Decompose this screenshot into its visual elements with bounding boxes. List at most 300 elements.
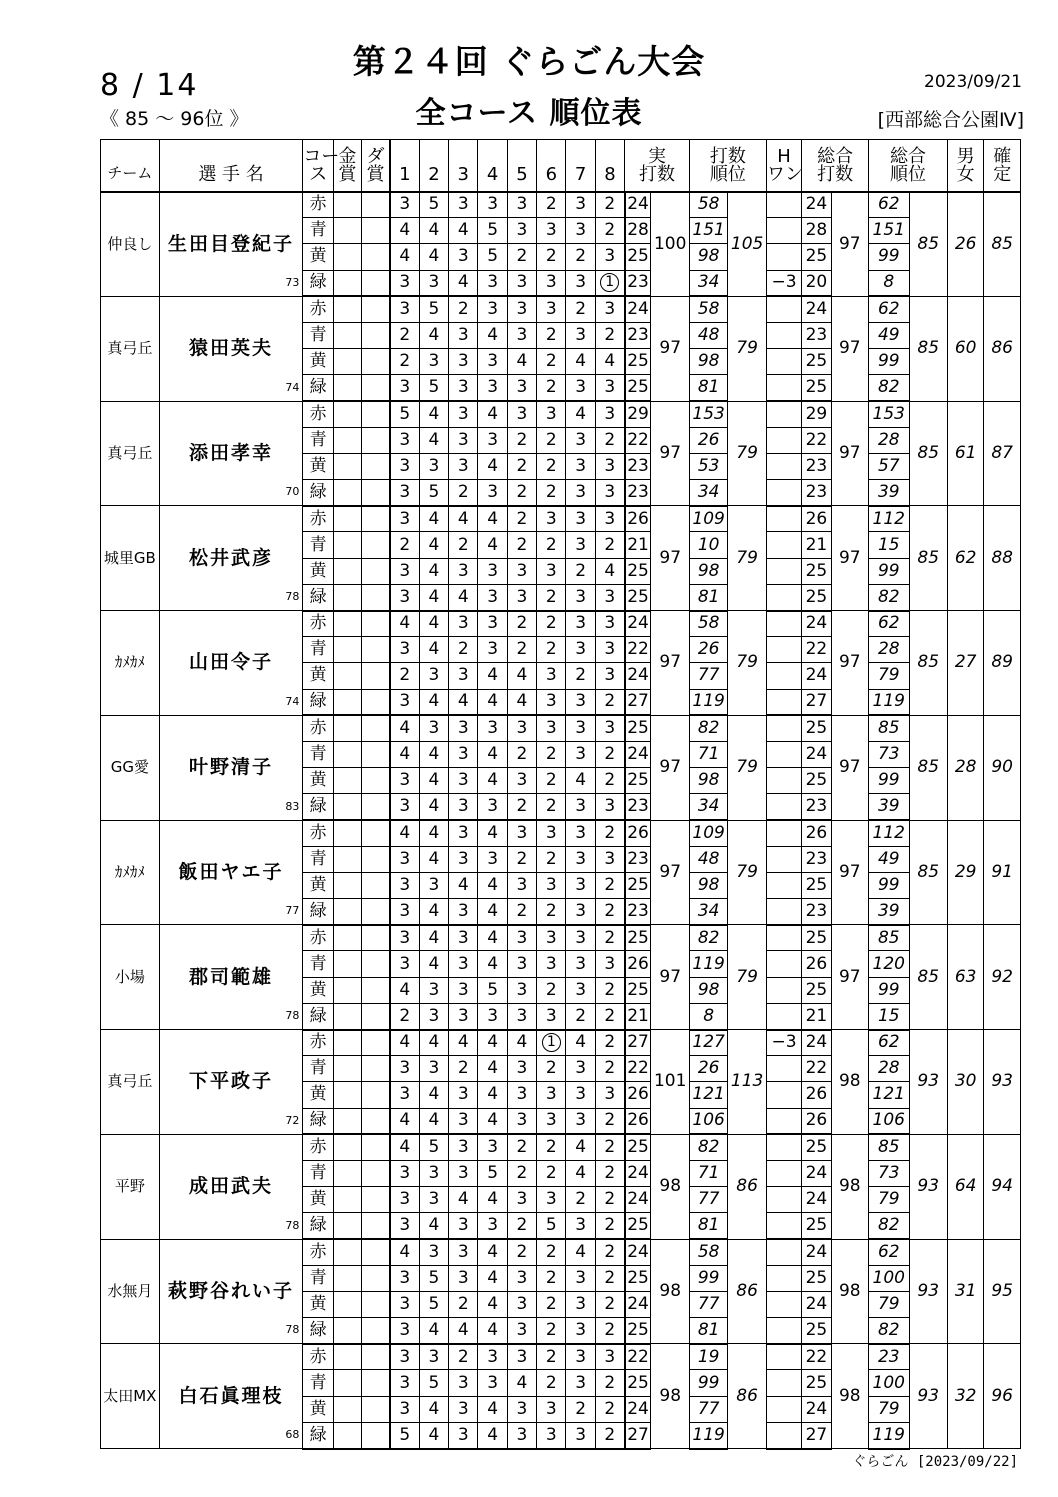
course-cell: 黄 [303,453,333,479]
hole-score [537,1030,566,1056]
hole-score [566,1082,595,1108]
hole-score [537,558,566,584]
da-cell [362,611,390,637]
hole-score [478,192,507,218]
da-cell [362,951,390,977]
player-name-text: 添田孝幸 [189,441,274,464]
hole-score-value: 2 [575,665,587,686]
hole-score-value: 2 [545,744,557,765]
hole-score [478,872,507,898]
hole-score [507,1082,536,1108]
hole-score [566,322,595,348]
hole-score [419,244,448,270]
hole-score-value: 4 [487,455,499,476]
actual-strokes: 97 [651,820,689,925]
hole-score-value: 3 [399,848,411,869]
hole-score-value: 3 [545,1110,557,1131]
hole-in-one-adjust [766,1187,801,1213]
hole-score [449,977,478,1003]
course-sum: 26 [625,1082,651,1108]
course-total-rank: 119 [869,1422,909,1448]
hole-score [449,401,478,427]
hole-in-one-adjust [766,846,801,872]
course-total: 24 [802,192,831,218]
hole-score-value: 2 [516,1137,528,1158]
hole-score [390,1160,419,1186]
hole-score [566,506,595,532]
hole-score [507,506,536,532]
hole-score-value: 2 [604,220,616,241]
course-sum: 22 [625,1344,651,1370]
hole-3-header: 3 [449,166,478,192]
hole-score [537,663,566,689]
hole-header-top [537,140,566,166]
hole-score-value: 5 [399,1424,411,1445]
hole-score-value: 3 [604,403,616,424]
hole-score-value: 3 [575,1058,587,1079]
hole-score [595,1134,624,1160]
hole-score-value: 3 [575,325,587,346]
hole-score-value: 2 [516,1163,528,1184]
da-header: 賞 [362,166,390,192]
hole-score-value: 2 [604,1110,616,1131]
hole-score-value: 4 [487,1110,499,1131]
course-rank: 109 [689,506,727,532]
player-name-text: 萩野谷れい子 [168,1279,295,1302]
da-cell [362,637,390,663]
hole-score-value: 3 [457,927,469,948]
hole-score-value: 3 [545,874,557,895]
team-header-top [101,140,160,166]
course-total-rank: 100 [869,1265,909,1291]
hole-score-value: 3 [575,220,587,241]
actual-strokes: 97 [651,506,689,611]
final-rank: 89 [984,611,1021,716]
actual-strokes: 97 [651,401,689,506]
da-cell [362,1003,390,1029]
hole-score-value: 2 [604,429,616,450]
hole-score-value: 2 [457,639,469,660]
da-cell [362,689,390,715]
hole-score [537,1291,566,1317]
hole-score [507,846,536,872]
course-rank: 77 [689,1291,727,1317]
hole-score [507,637,536,663]
course-sum: 23 [625,846,651,872]
course-sum: 25 [625,558,651,584]
hole-score-value: 3 [516,1319,528,1340]
h-header-top: H [766,140,801,166]
hole-score-value: 2 [604,534,616,555]
hole-score-value: 3 [399,586,411,607]
hole-score-value: 3 [575,1215,587,1236]
course-rank: 121 [689,1082,727,1108]
hole-in-one-adjust [766,375,801,401]
final-rank: 93 [984,1030,1021,1135]
course-total: 26 [802,1082,831,1108]
hole-score [419,1003,448,1029]
hole-score [419,270,448,296]
hole-score-value: 3 [399,796,411,817]
hole-score [507,1370,536,1396]
hole-score-value: 2 [545,639,557,660]
course-total-rank: 49 [869,846,909,872]
hole-4-header: 4 [478,166,507,192]
hole-score-value: 3 [545,220,557,241]
total-strokes: 98 [831,1239,868,1344]
course-total: 20 [802,270,831,296]
hole-score [478,558,507,584]
player-age: 74 [285,694,300,708]
hole-score-value: 3 [457,796,469,817]
player-name [159,820,303,925]
hole-score [390,820,419,846]
hole-score [595,820,624,846]
hole-score [537,192,566,218]
gender-rank: 64 [947,1134,983,1239]
hole-score-value: 5 [487,1163,499,1184]
hole-score-value: 3 [399,927,411,948]
hole-score-value: 2 [545,1372,557,1393]
da-cell [362,244,390,270]
hole-score-value: 3 [428,874,440,895]
hole-score-value: 3 [399,1346,411,1367]
hole-score-value: 3 [399,560,411,581]
hole-score [478,401,507,427]
hole-score-value: 3 [457,377,469,398]
course-total-rank: 99 [869,349,909,375]
hole-score-value: 3 [399,508,411,529]
hole-score-value: 3 [604,1084,616,1105]
hole-score [478,1187,507,1213]
course-cell: 黄 [303,1291,333,1317]
hole-score-value: 3 [516,927,528,948]
hole-score-value: 4 [575,1163,587,1184]
course-cell: 赤 [303,611,333,637]
hole-score [390,1030,419,1056]
course-sum: 23 [625,453,651,479]
gender-rank: 27 [947,611,983,716]
hole-score-value: 3 [457,613,469,634]
hole-score-value: 2 [545,979,557,1000]
actual-header-top: 実 [625,140,690,166]
hole-score [478,1082,507,1108]
course-total-rank: 79 [869,663,909,689]
da-cell [362,192,390,218]
hole-score-value: 4 [575,1241,587,1262]
course-rank: 77 [689,1187,727,1213]
hole-score-value: 4 [457,874,469,895]
hole-score-value: 3 [457,665,469,686]
hole-score-value: 3 [575,953,587,974]
hole-score-value: 4 [428,1215,440,1236]
course-sum: 26 [625,1108,651,1134]
hole-score-value: 3 [516,299,528,320]
final-rank: 88 [984,506,1021,611]
player-age: 72 [285,1113,300,1127]
course-cell: 赤 [303,192,333,218]
course-sum: 23 [625,270,651,296]
course-cell: 赤 [303,1134,333,1160]
hole-score-value: 4 [428,560,440,581]
hole-score-value: 3 [399,272,411,293]
gold-cell [333,1213,361,1239]
hole-score-value: 3 [457,325,469,346]
table-row [101,611,1021,637]
hole-score-value: 2 [516,1215,528,1236]
hole-score-value: 2 [545,1241,557,1262]
gold-cell [333,401,361,427]
hole-in-one-adjust [766,611,801,637]
gold-cell [333,715,361,741]
course-cell: 緑 [303,1003,333,1029]
course-sum: 29 [625,401,651,427]
hole-score-value: 2 [516,848,528,869]
player-name [159,401,303,506]
course-sum: 24 [625,663,651,689]
hole-score [390,1213,419,1239]
hole-score [449,558,478,584]
course-sum: 21 [625,1003,651,1029]
hole-score [390,1082,419,1108]
hole-score-value: 4 [428,691,440,712]
course-rank: 82 [689,715,727,741]
hole-score-value: 3 [545,560,557,581]
hole-score [537,925,566,951]
hole-score [390,611,419,637]
h-header: ワン [766,166,801,192]
hole-score [537,794,566,820]
hole-score [537,375,566,401]
final-rank: 86 [984,296,1021,401]
course-rank: 81 [689,1213,727,1239]
hole-score-value: 4 [428,900,440,921]
course-cell: 赤 [303,1344,333,1370]
hole-score-value: 2 [604,1372,616,1393]
hole-score [537,715,566,741]
hole-in-one-adjust [766,427,801,453]
hole-score [478,1370,507,1396]
hole-score [537,1082,566,1108]
course-cell: 青 [303,741,333,767]
hole-score [419,1056,448,1082]
hole-score [419,1187,448,1213]
hole-score [566,1160,595,1186]
hole-score-value: 3 [604,246,616,267]
hole-score-value: 3 [457,1005,469,1026]
hole-score [595,270,624,296]
course-header-top: コー [303,140,333,166]
hole-score [449,270,478,296]
hole-score-value: 2 [545,848,557,869]
hole-score [449,1396,478,1422]
hole-in-one-adjust [766,506,801,532]
hole-score-value: 3 [399,900,411,921]
event-date: 2023/09/21 [924,72,1022,92]
course-sum: 24 [625,611,651,637]
course-total: 26 [802,820,831,846]
hole-score [449,1030,478,1056]
hole-score-value: 3 [604,953,616,974]
hole-score [390,375,419,401]
hole-score [566,218,595,244]
hole-score-value: 5 [428,377,440,398]
hole-score-value: 2 [399,534,411,555]
course-cell: 黄 [303,1187,333,1213]
course-cell: 青 [303,1160,333,1186]
hole-score-value: 3 [516,1293,528,1314]
gold-cell [333,532,361,558]
course-total: 23 [802,453,831,479]
hole-score [537,846,566,872]
hole-score [595,1396,624,1422]
hole-score-value: 4 [487,1189,499,1210]
hole-score [507,663,536,689]
hole-score [566,1318,595,1344]
hole-score [566,1056,595,1082]
hole-in-one-adjust [766,1265,801,1291]
hole-score [478,741,507,767]
course-total-rank: 120 [869,951,909,977]
hole-in-one-adjust [766,322,801,348]
hole-score [449,584,478,610]
hole-score [537,322,566,348]
hole-score-value: 4 [399,1137,411,1158]
course-total-rank: 15 [869,532,909,558]
player-header: 選 手 名 [159,166,303,192]
course-total: 28 [802,218,831,244]
hole-score [507,1003,536,1029]
total-rank: 85 [909,401,947,506]
hole-score [537,1134,566,1160]
hole-score [478,1396,507,1422]
hole-score-value: 4 [428,246,440,267]
course-total: 24 [802,1396,831,1422]
hole-score [419,296,448,322]
course-rank: 19 [689,1344,727,1370]
player-age: 73 [285,275,300,289]
hole-score-value: 3 [575,481,587,502]
course-total: 26 [802,506,831,532]
final-rank: 91 [984,820,1021,925]
da-cell [362,899,390,925]
hole-2-header: 2 [419,166,448,192]
hole-score [595,1187,624,1213]
da-cell [362,1370,390,1396]
table-title: 全コース 順位表 [415,96,643,131]
hole-in-one-adjust [766,794,801,820]
player-age: 68 [285,1428,300,1441]
hole-header-top [390,140,419,166]
hole-in-one-adjust [766,192,801,218]
course-sum: 26 [625,820,651,846]
da-cell [362,584,390,610]
player-name-text: 飯田ヤエ子 [178,860,284,883]
team-cell: 水無月 [101,1239,160,1344]
course-total: 24 [802,611,831,637]
hole-score-value: 3 [457,770,469,791]
course-cell: 黄 [303,1396,333,1422]
gold-cell [333,1422,361,1448]
hole-score-value: 2 [545,1346,557,1367]
gold-cell [333,1344,361,1370]
hole-score [478,322,507,348]
course-rank: 26 [689,637,727,663]
hole-score [595,715,624,741]
hole-score [566,1030,595,1056]
hole-score [449,506,478,532]
hole-in-one-adjust [766,1003,801,1029]
hole-score [566,401,595,427]
da-cell [362,820,390,846]
hole-score-value: 5 [399,403,411,424]
hole-score-value: 2 [545,351,557,372]
hole-score [449,846,478,872]
total-strokes: 97 [831,506,868,611]
course-rank: 10 [689,532,727,558]
hole-score [566,899,595,925]
page-number: 8 / 14 [100,68,199,103]
hole-score-value: 3 [399,639,411,660]
hole-score-value: 3 [399,429,411,450]
total-rank: 85 [909,611,947,716]
hole-score-value: 4 [428,586,440,607]
course-total: 25 [802,768,831,794]
course-sum: 26 [625,951,651,977]
hole-score [478,1318,507,1344]
hole-score-value: 2 [516,246,528,267]
course-cell: 青 [303,532,333,558]
hole-score-value: 2 [516,796,528,817]
hole-score-value: 4 [516,351,528,372]
course-total-rank: 15 [869,1003,909,1029]
course-rank: 71 [689,1160,727,1186]
hole-score [537,453,566,479]
hole-score [537,899,566,925]
hole-score [507,375,536,401]
hole-score [507,1422,536,1448]
hole-score [390,1318,419,1344]
hole-score [390,1108,419,1134]
hole-score [537,506,566,532]
hole-score-value: 2 [457,481,469,502]
hole-score-value: 4 [428,429,440,450]
course-sum: 25 [625,977,651,1003]
hole-score-value: 4 [457,508,469,529]
course-rank: 82 [689,925,727,951]
hole-score-value: 3 [545,272,557,293]
hole-score-value: 4 [428,822,440,843]
team-cell: 平野 [101,1134,160,1239]
hole-score [419,401,448,427]
course-total: 23 [802,322,831,348]
hole-score [419,1030,448,1056]
course-sum: 25 [625,715,651,741]
gender-rank: 26 [947,192,983,297]
hole-in-one-adjust [766,663,801,689]
hole-score-value: 3 [516,377,528,398]
hole-score-value: 3 [487,481,499,502]
hole-score-value: 3 [575,1319,587,1340]
hole-score [419,558,448,584]
hole-score [419,899,448,925]
course-cell: 緑 [303,689,333,715]
ranking-table [100,139,1021,1450]
hole-header-top [507,140,536,166]
course-sum: 21 [625,532,651,558]
player-age: 78 [285,1323,300,1337]
hole-score [478,663,507,689]
